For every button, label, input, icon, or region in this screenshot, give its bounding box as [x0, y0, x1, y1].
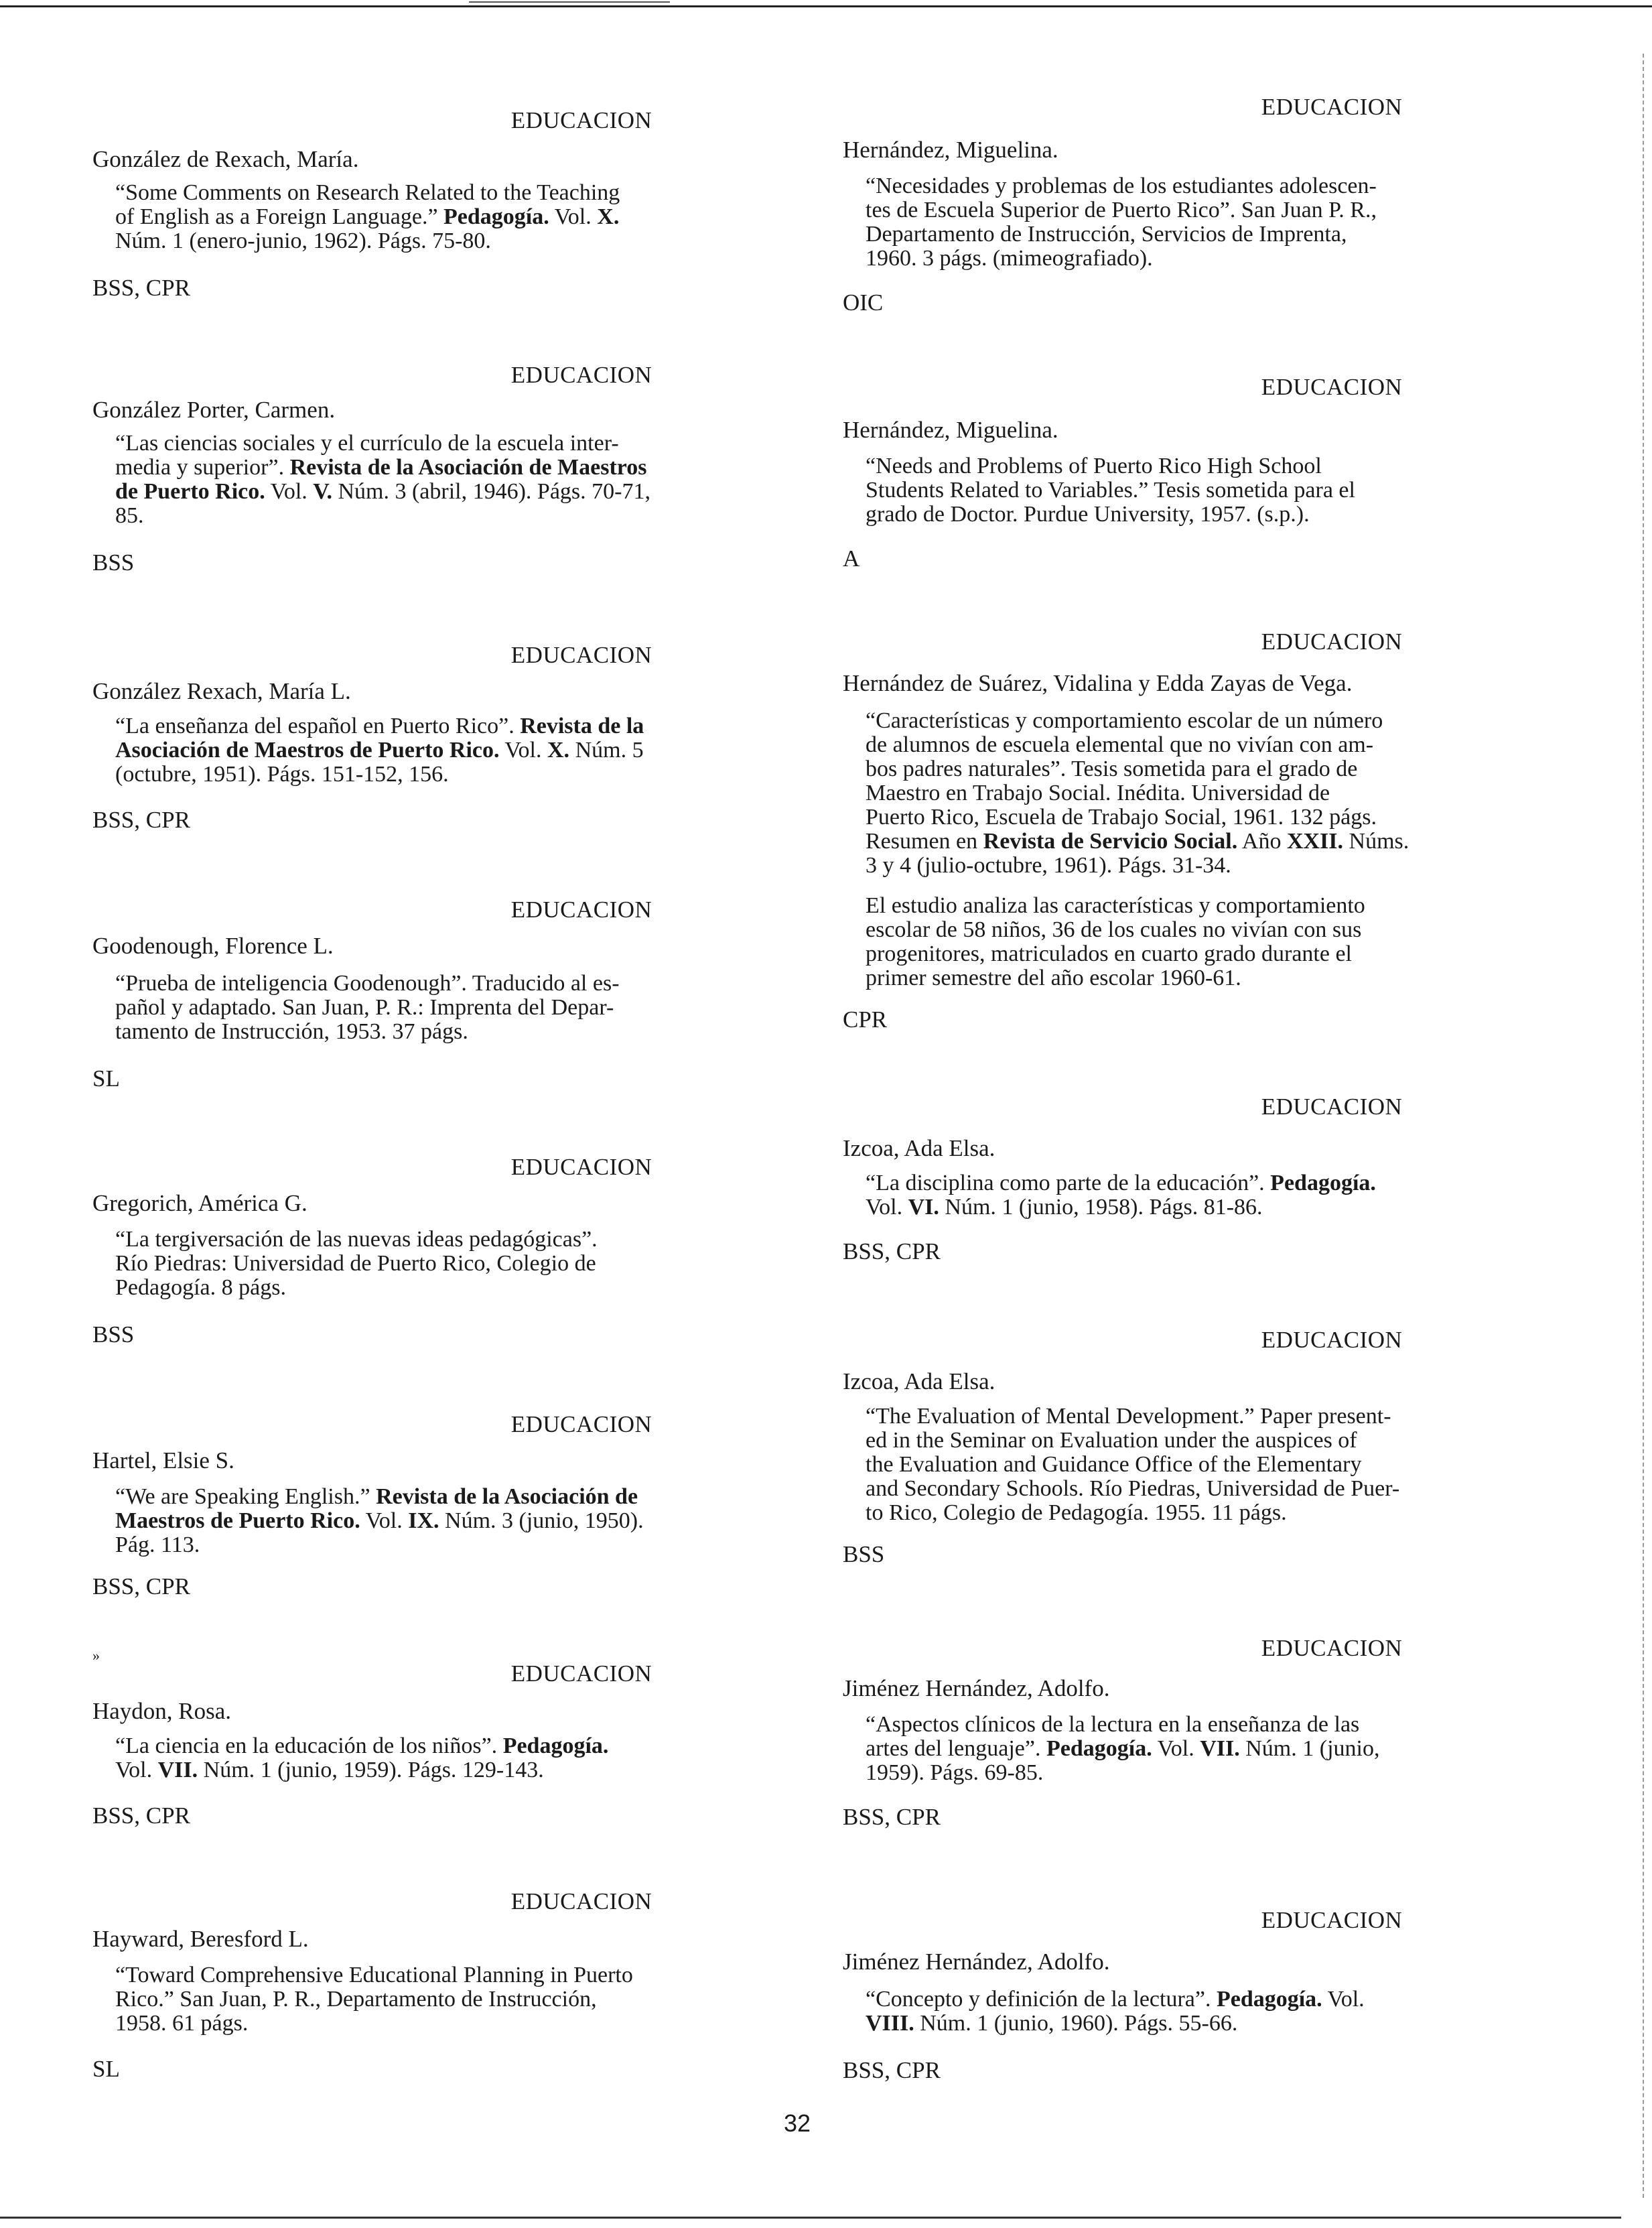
entry-author: Goodenough, Florence L. — [92, 933, 334, 959]
citation-line: “La tergiversación de las nuevas ideas pedagógicas”. — [115, 1227, 598, 1252]
entry-citation — [115, 1963, 785, 2036]
citation-line: Puerto Rico, Escuela de Trabajo Social, 1961. 132 págs. — [866, 805, 1377, 830]
entry-author: Hartel, Elsie S. — [92, 1447, 234, 1473]
entry-location-codes: BSS, CPR — [92, 275, 190, 301]
citation-line: “We are Speaking English.” Revista de la Asociación de — [115, 1484, 638, 1509]
citation-line: “Aspectos clínicos de la lectura en la enseñanza de las — [866, 1712, 1360, 1737]
citation-line: 85. — [115, 503, 144, 528]
citation-line: Pág. 113. — [115, 1532, 200, 1557]
citation-line: VIII. Núm. 1 (junio, 1960). Págs. 55-66. — [866, 2011, 1238, 2036]
citation-line: media y superior”. Revista de la Asociación de Maestros — [115, 455, 647, 480]
citation-line: Río Piedras: Universidad de Puerto Rico, Colegio de — [115, 1251, 596, 1276]
entry-subject-heading: EDUCACION — [510, 897, 652, 923]
citation-line: the Evaluation and Guidance Office of the Elementary — [866, 1452, 1362, 1477]
entry-author: Haydon, Rosa. — [92, 1698, 232, 1724]
citation-line: “Needs and Problems of Puerto Rico High School — [866, 454, 1322, 478]
citation-line: “Prueba de inteligencia Goodenough”. Traducido al es- — [115, 971, 620, 996]
citation-line: tes de Escuela Superior de Puerto Rico”. San Juan P. R., — [866, 198, 1377, 222]
citation-line: Vol. VI. Núm. 1 (junio, 1958). Págs. 81-86. — [866, 1195, 1263, 1220]
entry-subject-heading: EDUCACION — [510, 642, 652, 668]
citation-line: “Características y comportamiento escolar de un número — [866, 708, 1383, 733]
entry-location-codes: A — [843, 545, 860, 572]
entry-subject-heading: EDUCACION — [510, 107, 652, 133]
entry-citation — [115, 1228, 785, 1300]
citation-line: “Necesidades y problemas de los estudiantes adolescen- — [866, 174, 1377, 198]
citation-line: “La disciplina como parte de la educación”. Pedagogía. — [866, 1171, 1376, 1195]
entry-citation — [115, 972, 785, 1044]
entry-location-codes: BSS, CPR — [843, 2057, 941, 2083]
citation-line: (octubre, 1951). Págs. 151-152, 156. — [115, 762, 449, 787]
entry-citation — [866, 174, 1535, 271]
entry-subject-heading: EDUCACION — [510, 1411, 652, 1437]
entry-citation — [115, 1485, 785, 1557]
citation-line: Núm. 1 (enero-junio, 1962). Págs. 75-80. — [115, 228, 491, 253]
entry-location-codes: BSS, CPR — [843, 1238, 941, 1264]
citation-line: “La enseñanza del español en Puerto Rico”. Revista de la — [115, 714, 644, 738]
summary-line: progenitores, matriculados en cuarto grado durante el — [866, 941, 1353, 966]
citation-line: tamento de Instrucción, 1953. 37 págs. — [115, 1019, 468, 1044]
citation-line: grado de Doctor. Purdue University, 1957. (s.p.). — [866, 502, 1310, 527]
entry-subject-heading: EDUCACION — [510, 362, 652, 388]
entry-author: Izcoa, Ada Elsa. — [843, 1135, 995, 1161]
entry-citation — [115, 181, 785, 253]
entry-location-codes: BSS, CPR — [92, 1573, 190, 1599]
entry-citation — [866, 1404, 1535, 1525]
entry-author: González Rexach, María L. — [92, 678, 351, 704]
entry-location-codes: OIC — [843, 289, 884, 316]
entry-subject-heading: EDUCACION — [1261, 94, 1403, 120]
citation-line: 3 y 4 (julio-octubre, 1961). Págs. 31-34. — [866, 853, 1231, 878]
citation-line: Vol. VII. Núm. 1 (junio, 1959). Págs. 129-143. — [115, 1758, 544, 1782]
citation-line: pañol y adaptado. San Juan, P. R.: Imprenta del Depar- — [115, 995, 614, 1020]
citation-line: “The Evaluation of Mental Development.” Paper present- — [866, 1404, 1391, 1429]
summary-line: El estudio analiza las características y comportamiento — [866, 893, 1365, 918]
citation-line: Resumen en Revista de Servicio Social. Año XXII. Núms. — [866, 829, 1409, 854]
entry-location-codes: BSS, CPR — [92, 1803, 190, 1829]
right-margin-rule — [1643, 54, 1644, 2198]
entry-subject-heading: EDUCACION — [1261, 1327, 1403, 1353]
entry-subject-heading: EDUCACION — [1261, 629, 1403, 655]
entry-subject-heading: EDUCACION — [1261, 1907, 1403, 1933]
citation-line: ed in the Seminar on Evaluation under the auspices of — [866, 1428, 1357, 1453]
citation-line: 1958. 61 págs. — [115, 2011, 249, 2036]
entry-subject-heading: EDUCACION — [510, 1888, 652, 1914]
entry-author: Jiménez Hernández, Adolfo. — [843, 1949, 1110, 1975]
citation-line: Departamento de Instrucción, Servicios de Imprenta, — [866, 222, 1347, 247]
citation-line: “Las ciencias sociales y el currículo de la escuela inter- — [115, 431, 619, 456]
entry-summary — [866, 894, 1535, 990]
citation-line: artes del lenguaje”. Pedagogía. Vol. VII. Núm. 1 (junio, — [866, 1736, 1380, 1761]
citation-line: Asociación de Maestros de Puerto Rico. Vol. X. Núm. 5 — [115, 738, 644, 763]
citation-line: “Some Comments on Research Related to the Teaching — [115, 180, 620, 205]
citation-line: and Secondary Schools. Río Piedras, Universidad de Puer- — [866, 1476, 1400, 1501]
citation-line: bos padres naturales”. Tesis sometida para el grado de — [866, 757, 1358, 781]
citation-line: 1959). Págs. 69-85. — [866, 1760, 1044, 1785]
entry-author: Hernández, Miguelina. — [843, 137, 1058, 163]
entry-author: Hernández, Miguelina. — [843, 417, 1058, 443]
citation-line: of English as a Foreign Language.” Pedagogía. Vol. X. — [115, 204, 620, 229]
stray-mark: » — [92, 1647, 100, 1664]
entry-location-codes: BSS, CPR — [843, 1804, 941, 1830]
entry-location-codes: BSS — [92, 1321, 135, 1348]
entry-citation — [866, 1171, 1535, 1220]
citation-line: to Rico, Colegio de Pedagogía. 1955. 11 págs. — [866, 1500, 1287, 1525]
citation-line: Pedagogía. 8 págs. — [115, 1275, 286, 1300]
entry-citation — [866, 709, 1535, 878]
citation-line: 1960. 3 págs. (mimeografiado). — [866, 246, 1153, 271]
entry-author: González Porter, Carmen. — [92, 397, 336, 423]
entry-subject-heading: EDUCACION — [510, 1660, 652, 1687]
citation-line: Maestros de Puerto Rico. Vol. IX. Núm. 3 (junio, 1950). — [115, 1508, 644, 1533]
citation-line: Rico.” San Juan, P. R., Departamento de Instrucción, — [115, 1987, 597, 2012]
bottom-rule — [0, 2217, 1621, 2219]
summary-line: primer semestre del año escolar 1960-61. — [866, 966, 1241, 990]
citation-line: Maestro en Trabajo Social. Inédita. Universidad de — [866, 781, 1330, 805]
citation-line: “La ciencia en la educación de los niños”. Pedagogía. — [115, 1733, 609, 1758]
entry-location-codes: SL — [92, 1065, 120, 1092]
entry-citation — [866, 1713, 1535, 1785]
entry-citation — [866, 454, 1535, 527]
entry-author: González de Rexach, María. — [92, 146, 359, 172]
entry-subject-heading: EDUCACION — [1261, 1635, 1403, 1661]
entry-location-codes: BSS — [843, 1541, 885, 1567]
citation-line: “Toward Comprehensive Educational Planning in Puerto — [115, 1963, 633, 1987]
entry-citation — [115, 1734, 785, 1782]
citation-line: “Concepto y definición de la lectura”. Pedagogía. Vol. — [866, 1987, 1365, 2012]
citation-line: de alumnos de escuela elemental que no vivían con am- — [866, 732, 1374, 757]
entry-location-codes: BSS, CPR — [92, 807, 190, 833]
top-rule-fragment — [469, 1, 670, 3]
entry-author: Hernández de Suárez, Vidalina y Edda Zayas de Vega. — [843, 670, 1353, 696]
entry-author: Gregorich, América G. — [92, 1190, 307, 1216]
citation-line: de Puerto Rico. Vol. V. Núm. 3 (abril, 1946). Págs. 70-71, — [115, 479, 650, 504]
entry-author: Izcoa, Ada Elsa. — [843, 1368, 995, 1394]
top-rule — [0, 5, 1652, 7]
entry-subject-heading: EDUCACION — [1261, 374, 1403, 400]
page-number: 32 — [784, 2109, 811, 2137]
entry-subject-heading: EDUCACION — [510, 1154, 652, 1180]
entry-author: Hayward, Beresford L. — [92, 1926, 309, 1952]
entry-citation — [866, 1987, 1535, 2036]
entry-location-codes: CPR — [843, 1006, 888, 1033]
entry-location-codes: SL — [92, 2056, 120, 2082]
summary-line: escolar de 58 niños, 36 de los cuales no vivían con sus — [866, 917, 1362, 942]
entry-author: Jiménez Hernández, Adolfo. — [843, 1675, 1110, 1701]
entry-subject-heading: EDUCACION — [1261, 1094, 1403, 1120]
entry-citation — [115, 714, 785, 787]
entry-location-codes: BSS — [92, 549, 135, 576]
citation-line: Students Related to Variables.” Tesis sometida para el — [866, 478, 1355, 503]
entry-citation — [115, 432, 785, 528]
